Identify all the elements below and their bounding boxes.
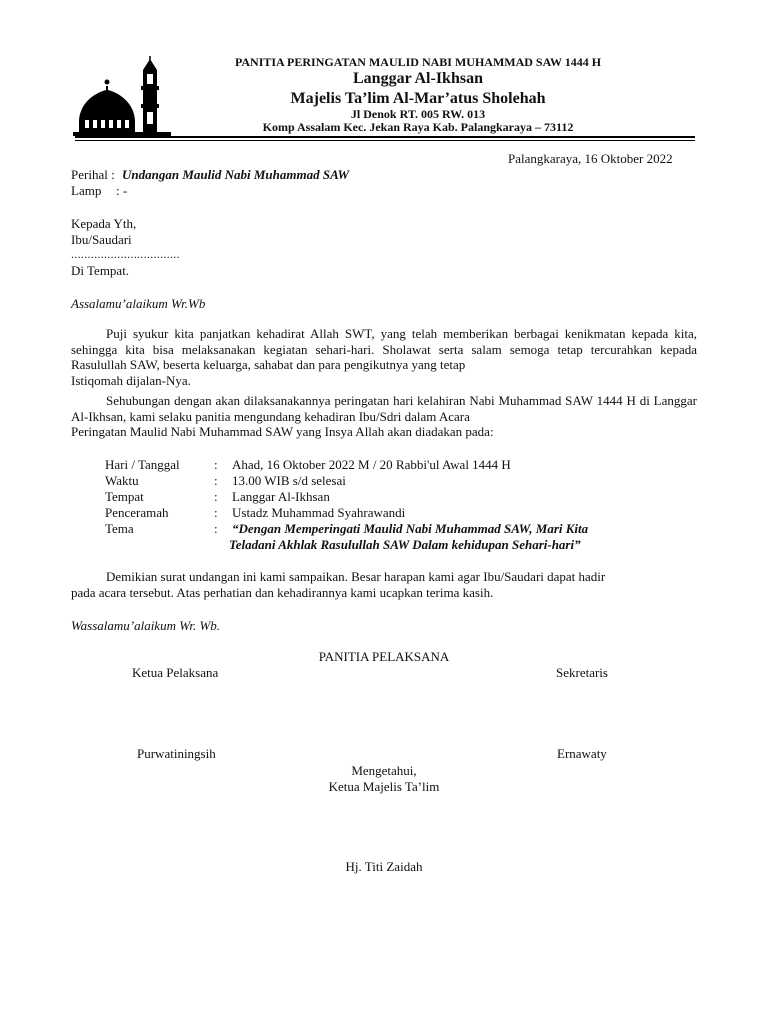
recipient-greeting: Kepada Yth,	[71, 216, 137, 231]
subject-label: Perihal :	[71, 167, 115, 182]
langgar-name: Langgar Al-Ikhsan	[353, 70, 483, 87]
detail-label: Waktu	[105, 473, 139, 488]
detail-value: Ustadz Muhammad Syahrawandi	[232, 505, 406, 520]
paragraph-invitation	[71, 393, 697, 440]
subject-value: Undangan Maulid Nabi Muhammad SAW	[122, 167, 350, 182]
mosque-logo	[73, 56, 171, 140]
secretary-name: Ernawaty	[557, 746, 607, 761]
chair-title: Ketua Pelaksana	[132, 665, 219, 680]
paragraph-text: Puji syukur kita panjatkan kehadirat Allah SWT, yang telah memberikan berbagai kenikmatan kepada kita, sehingga kita bisa melaksanakan kegiatan sehari-hari. Sholawat serta salam semoga tetap tercurahkan kepada Rasulullah SAW, beserta keluarga, sahabat dan para pengikutnya yang tetap	[71, 326, 697, 373]
paragraph-text: Sehubungan dengan akan dilaksanakannya peringatan hari kelahiran Nabi Muhammad SAW 1444 H di Langgar Al-Ikhsan, kami selaku panitia mengundang kehadiran Ibu/Sdri dalam Acara	[71, 393, 697, 424]
opening-greeting: Assalamu’alaikum Wr.Wb	[71, 296, 206, 311]
paragraph-opening	[71, 326, 697, 388]
detail-value: 13.00 WIB s/d selesai	[232, 473, 346, 488]
recipient-name: Ibu/Saudari	[71, 232, 132, 247]
theme-value: “Dengan Memperingati Maulid Nabi Muhammad SAW, Mari Kita	[232, 521, 589, 536]
detail-colon: :	[214, 473, 218, 488]
committee-title: PANITIA PERINGATAN MAULID NABI MUHAMMAD SAW 1444 H	[234, 55, 602, 69]
detail-value: Langgar Al-Ikhsan	[232, 489, 330, 504]
committee-heading: PANITIA PELAKSANA	[318, 649, 450, 664]
detail-colon: :	[214, 521, 218, 536]
address-line-2: Komp Assalam Kec. Jekan Raya Kab. Palangkaraya – 73112	[262, 120, 574, 134]
recipient-place: Di Tempat.	[71, 263, 130, 278]
detail-label: Hari / Tanggal	[105, 457, 180, 472]
detail-colon: :	[214, 457, 218, 472]
paragraph-text: Demikian surat undangan ini kami sampaikan. Besar harapan kami agar Ibu/Saudari dapat hadir	[106, 569, 606, 584]
detail-label: Tempat	[105, 489, 144, 504]
recipient-dots: .................................	[71, 247, 180, 261]
closing-greeting: Wassalamu’alaikum Wr. Wb.	[71, 618, 221, 633]
paragraph-closing	[71, 569, 697, 600]
address-line: Jl Denok RT. 005 RW. 013	[350, 107, 486, 121]
secretary-title: Sekretaris	[556, 665, 608, 680]
paragraph-last-line: pada acara tersebut. Atas perhatian dan kehadirannya kami ucapkan terima kasih.	[71, 584, 494, 600]
detail-value: Ahad, 16 Oktober 2022 M / 20 Rabbi'ul Awal 1444 H	[232, 457, 511, 472]
theme-value-continued: Teladani Akhlak Rasulullah SAW Dalam kehidupan Sehari-hari”	[229, 537, 581, 552]
chair-name: Purwatiningsih	[137, 746, 216, 761]
acknowledged-label: Mengetahui,	[351, 763, 417, 778]
letter-date: Palangkaraya, 16 Oktober 2022	[508, 151, 673, 166]
detail-label: Penceramah	[105, 505, 169, 520]
paragraph-last-line: Istiqomah dijalan-Nya.	[71, 372, 191, 388]
detail-colon: :	[214, 505, 218, 520]
header-divider-thin	[75, 140, 695, 141]
head-title: Ketua Majelis Ta’lim	[328, 779, 440, 794]
head-name: Hj. Titi Zaidah	[345, 859, 423, 874]
paragraph-last-line: Peringatan Maulid Nabi Muhammad SAW yang Insya Allah akan diadakan pada:	[71, 424, 494, 440]
detail-colon: :	[214, 489, 218, 504]
detail-label: Tema	[105, 521, 134, 536]
attachment-value: : -	[116, 183, 128, 198]
header-divider	[75, 136, 695, 138]
majelis-name: Majelis Ta’lim Al-Mar’atus Sholehah	[290, 90, 546, 107]
attachment-label: Lamp	[71, 183, 102, 198]
